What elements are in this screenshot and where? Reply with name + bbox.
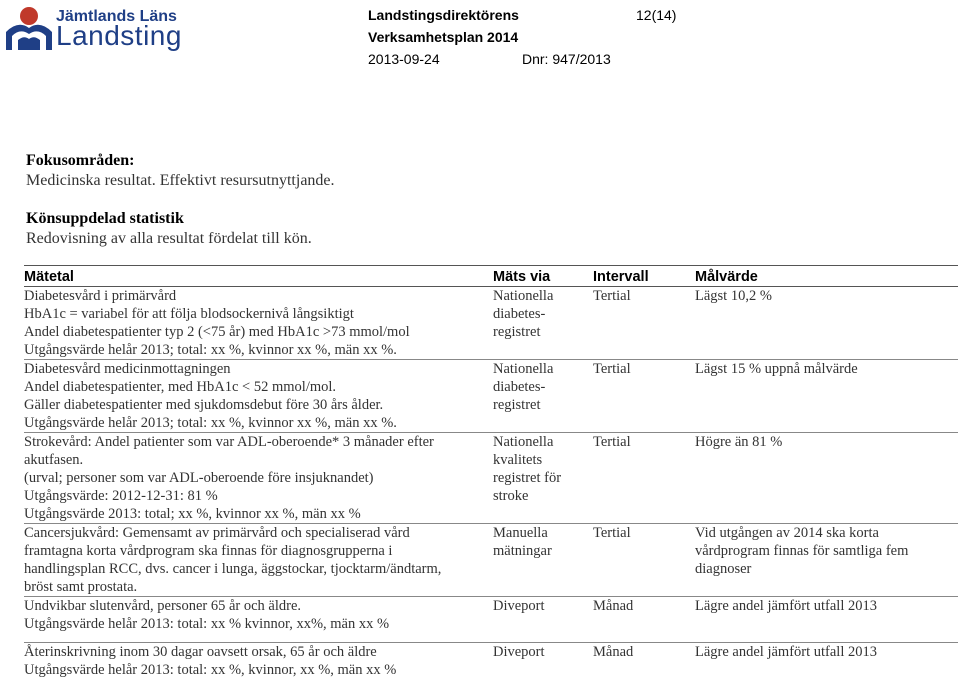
metric-line: HbA1c = variabel för att följa blodsockernivå långsiktigt — [24, 305, 489, 323]
metric-cell — [24, 524, 493, 597]
metric-line: Strokevård: Andel patienter som var ADL-oberoende* 3 månader efter — [24, 433, 489, 451]
source-line: Nationella — [493, 433, 593, 451]
metric-cell — [24, 643, 493, 679]
gender-statistics-text: Redovisning av alla resultat fördelat till kön. — [26, 229, 312, 249]
source-cell — [493, 524, 593, 597]
metric-line: (urval; personer som var ADL-oberoende före insjuknandet) — [24, 469, 489, 487]
source-line: kvalitets — [493, 451, 593, 469]
metric-line: Diabetesvård i primärvård — [24, 287, 489, 305]
metric-line: Utgångsvärde helår 2013; total: xx %, kvinnor xx %, män xx %. — [24, 341, 489, 359]
metric-line: bröst samt prostata. — [24, 578, 489, 596]
target-line: Lägst 15 % uppnå målvärde — [695, 360, 958, 378]
source-line: registret — [493, 323, 593, 341]
metric-cell — [24, 597, 493, 643]
target-cell — [695, 360, 958, 433]
organization-logo — [4, 2, 174, 52]
target-line: Lägre andel jämfört utfall 2013 — [695, 597, 958, 615]
metric-line: Diabetesvård medicinmottagningen — [24, 360, 489, 378]
source-line: diabetes- — [493, 378, 593, 396]
interval-cell: Tertial — [593, 360, 695, 433]
metric-cell — [24, 433, 493, 524]
header-metric: Mätetal — [24, 266, 493, 287]
source-cell — [493, 643, 593, 679]
interval-cell: Tertial — [593, 433, 695, 524]
source-line: registret för — [493, 469, 593, 487]
header-date: 2013-09-24 — [368, 51, 440, 67]
table-row — [24, 597, 958, 643]
focus-text: Medicinska resultat. Effektivt resursutnyttjande. — [26, 171, 335, 191]
metric-line: akutfasen. — [24, 451, 489, 469]
source-line: registret — [493, 396, 593, 414]
header-target-value: Målvärde — [695, 266, 958, 287]
metric-line: Återinskrivning inom 30 dagar oavsett orsak, 65 år och äldre — [24, 643, 489, 661]
target-line: vårdprogram finnas för samtliga fem — [695, 542, 958, 560]
metric-line: Gäller diabetespatienter med sjukdomsdebut före 30 års ålder. — [24, 396, 489, 414]
source-line: Nationella — [493, 360, 593, 378]
metric-line: Andel diabetespatienter typ 2 (<75 år) med HbA1c >73 mmol/mol — [24, 323, 489, 341]
interval-cell: Tertial — [593, 524, 695, 597]
metric-line: Utgångsvärde 2013: total; xx %, kvinnor xx %, män xx % — [24, 505, 489, 523]
source-cell — [493, 597, 593, 643]
metric-cell — [24, 287, 493, 360]
source-line: mätningar — [493, 542, 593, 560]
gender-statistics-heading: Könsuppdelad statistik — [26, 209, 312, 229]
table-row — [24, 360, 958, 433]
metric-line: Andel diabetespatienter, med HbA1c < 52 mmol/mol. — [24, 378, 489, 396]
target-line: diagnoser — [695, 560, 958, 578]
table-row — [24, 433, 958, 524]
source-line: stroke — [493, 487, 593, 505]
target-cell — [695, 643, 958, 679]
source-cell — [493, 433, 593, 524]
landsting-logo-icon — [4, 2, 54, 52]
header-interval: Intervall — [593, 266, 695, 287]
target-line: Vid utgången av 2014 ska korta — [695, 524, 958, 542]
source-line: Nationella — [493, 287, 593, 305]
target-cell — [695, 597, 958, 643]
metrics-table — [24, 265, 958, 679]
target-cell — [695, 433, 958, 524]
target-line: Lägst 10,2 % — [695, 287, 958, 305]
interval-cell: Tertial — [593, 287, 695, 360]
table-row — [24, 643, 958, 679]
interval-cell: Månad — [593, 643, 695, 679]
target-cell — [695, 524, 958, 597]
gender-statistics-section — [26, 209, 312, 249]
metric-cell — [24, 360, 493, 433]
logo-line2: Landsting — [56, 20, 182, 52]
metric-line: Utgångsvärde helår 2013; total: xx %, kvinnor xx %, män xx %. — [24, 414, 489, 432]
metric-line: Utgångsvärde helår 2013: total: xx % kvinnor, xx%, män xx % — [24, 615, 489, 633]
target-line: Högre än 81 % — [695, 433, 958, 451]
target-cell — [695, 287, 958, 360]
source-line: Manuella — [493, 524, 593, 542]
focus-section — [26, 151, 335, 191]
source-cell — [493, 360, 593, 433]
header-page-number: 12(14) — [636, 7, 676, 23]
source-line: diabetes- — [493, 305, 593, 323]
metric-line: framtagna korta vårdprogram ska finnas för diagnosgrupperna i — [24, 542, 489, 560]
header-measured-via: Mäts via — [493, 266, 593, 287]
logo-line1: Jämtlands Läns — [56, 8, 177, 26]
source-cell — [493, 287, 593, 360]
target-line: Lägre andel jämfört utfall 2013 — [695, 643, 958, 661]
focus-heading: Fokusområden: — [26, 151, 335, 171]
metric-line: Utgångsvärde: 2012-12-31: 81 % — [24, 487, 489, 505]
metric-line: handlingsplan RCC, dvs. cancer i lunga, äggstockar, tjocktarm/ändtarm, — [24, 560, 489, 578]
metric-line: Utgångsvärde helår 2013: total: xx %, kvinnor, xx %, män xx % — [24, 661, 489, 679]
header-dnr: Dnr: 947/2013 — [522, 51, 611, 67]
source-line: Diveport — [493, 643, 593, 661]
header-organization: Landstingsdirektörens — [368, 7, 519, 23]
metric-line: Cancersjukvård: Gemensamt av primärvård och specialiserad vård — [24, 524, 489, 542]
header-document-title: Verksamhetsplan 2014 — [368, 29, 518, 45]
table-header-row — [24, 266, 958, 287]
interval-cell: Månad — [593, 597, 695, 643]
source-line: Diveport — [493, 597, 593, 615]
table-row — [24, 287, 958, 360]
table-row — [24, 524, 958, 597]
metric-line: Undvikbar slutenvård, personer 65 år och äldre. — [24, 597, 489, 615]
